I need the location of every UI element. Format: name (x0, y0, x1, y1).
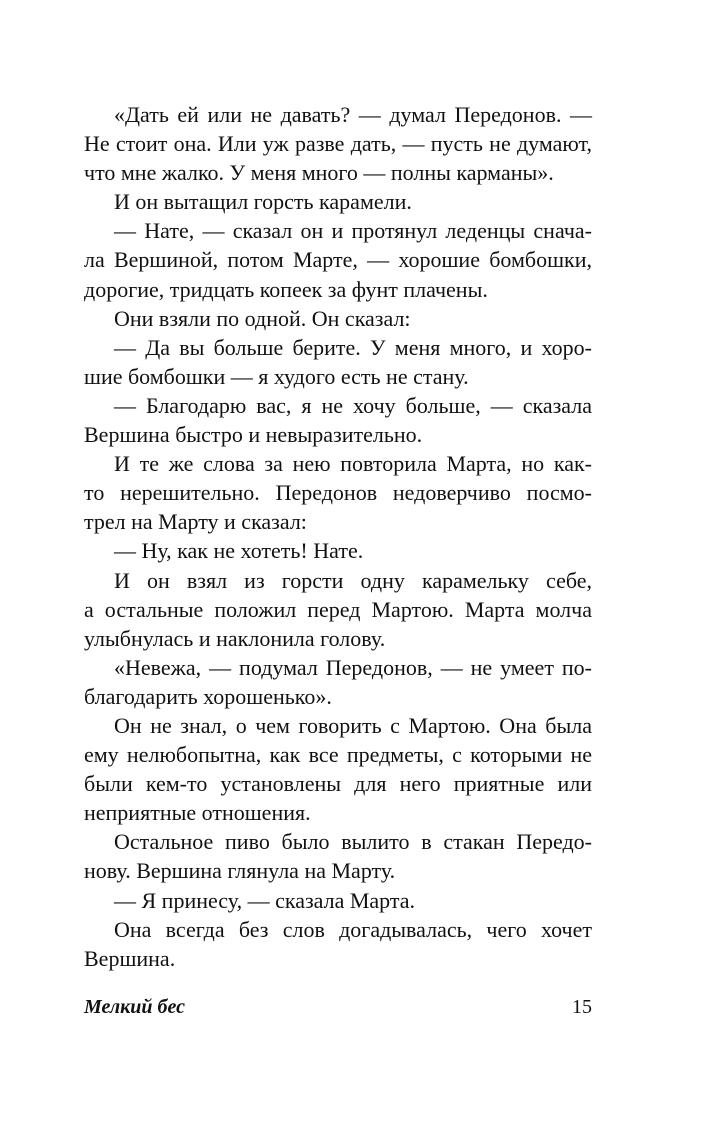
text-line: И те же слова за нею повторила Марта, но как- (114, 451, 592, 477)
text-line: Вершина. (84, 945, 176, 971)
text-line: — Я принесу, — сказала Марта. (114, 887, 416, 913)
running-title: Мелкий бес (84, 996, 185, 1018)
text-line: Она всегда без слов догадывалась, чего хочет (114, 916, 592, 942)
text-line: Вершина быстро и невыразительно. (84, 422, 423, 448)
text-line: неприятные отношения. (84, 800, 311, 826)
text-line: были кем-то установлены для него приятные или (84, 771, 592, 797)
text-line: трел на Марту и сказал: (84, 509, 307, 535)
text-line: И он взял из горсти одну карамельку себе, (114, 567, 592, 593)
text-line: улыбнулась и наклонила голову. (84, 625, 386, 651)
text-line: — Нате, — сказал он и протянул леденцы снача- (114, 218, 592, 244)
text-line: дорогие, тридцать копеек за фунт плачены. (84, 276, 488, 302)
text-line: И он вытащил горсть карамели. (114, 189, 412, 215)
page-number: 15 (572, 996, 592, 1018)
text-line: шие бомбошки — я худого есть не стану. (84, 363, 469, 389)
text-line: Он не знал, о чем говорить с Мартою. Она была (114, 712, 592, 738)
text-line: Остальное пиво было вылито в стакан Передо- (114, 829, 592, 855)
text-line: что мне жалко. У меня много — полны карманы». (84, 160, 554, 186)
text-line: Не стоит она. Или уж разве дать, — пусть не думают, (84, 131, 592, 157)
text-line: Они взяли по одной. Он сказал: (114, 305, 411, 331)
body-text (84, 100, 592, 973)
text-line: а остальные положил перед Мартою. Марта молча (84, 596, 592, 622)
text-line: ла Вершиной, потом Марте, — хорошие бомбошки, (84, 247, 592, 273)
text-line: ему нелюбопытна, как все предметы, с которыми не (84, 742, 592, 768)
text-line: нову. Вершина глянула на Марту. (84, 858, 396, 884)
page-footer (84, 992, 592, 1022)
text-line: — Да вы больше берите. У меня много, и хоро- (114, 334, 592, 360)
text-line: — Ну, как не хотеть! Нате. (114, 538, 364, 564)
text-line: «Невежа, — подумал Передонов, — не умеет по- (114, 654, 592, 680)
text-line: то нерешительно. Передонов недоверчиво посмо- (84, 480, 592, 506)
text-line: «Дать ей или не давать? — думал Передонов. — (114, 102, 592, 127)
text-line: благодарить хорошенько». (84, 683, 332, 709)
text-line: — Благодарю вас, я не хочу больше, — сказала (114, 392, 592, 418)
